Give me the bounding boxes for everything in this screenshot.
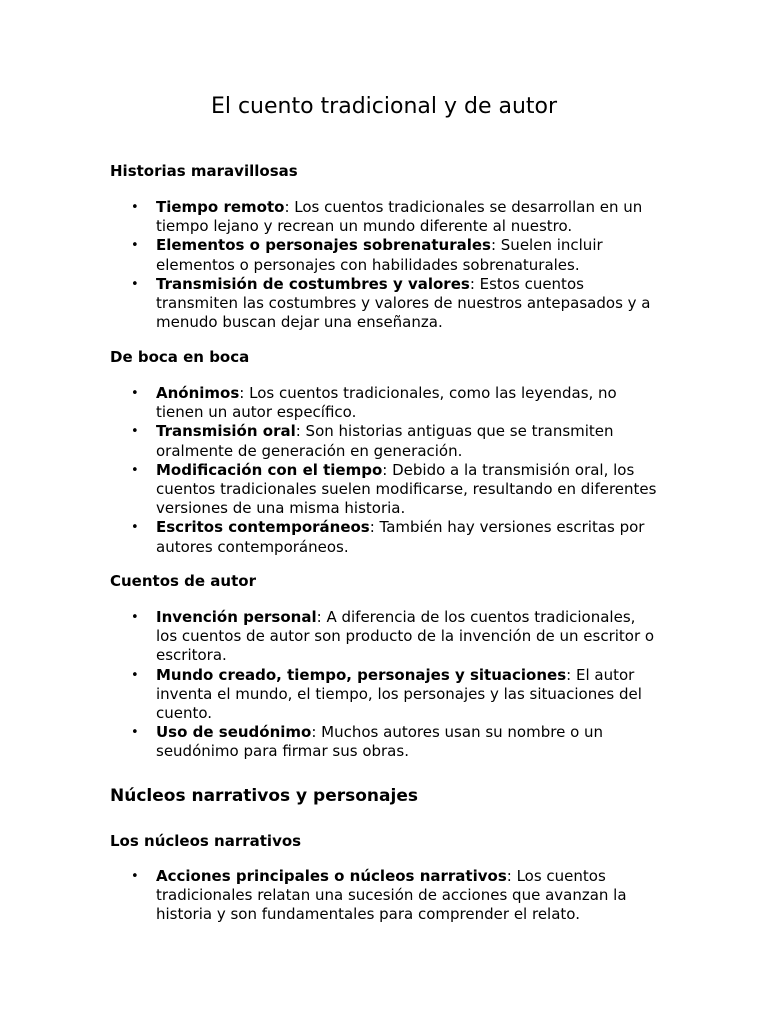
list-item-term: Acciones principales o núcleos narrativos xyxy=(156,867,507,885)
list-item-term: Modificación con el tiempo xyxy=(156,460,383,479)
list-item-term: Uso de seudónimo xyxy=(156,723,312,742)
major-heading-nucleos-narrativos: Núcleos narrativos y personajes xyxy=(110,786,418,806)
list-item-term: Transmisión de costumbres y valores xyxy=(156,274,470,293)
list-item xyxy=(110,666,658,724)
list-item-term: Anónimos xyxy=(156,384,240,402)
list-item xyxy=(110,461,658,519)
list-item-text: : Estos cuentos transmiten las costumbres y valores de nuestros antepasados y a menudo buscan dejar una enseñanza. xyxy=(156,274,651,332)
list-item-term: Escritos contemporáneos xyxy=(156,518,370,537)
section-heading-de-boca-en-boca: De boca en boca xyxy=(110,348,250,366)
list-item xyxy=(110,723,658,761)
bullet-list-los-nucleos-narrativos xyxy=(110,867,658,925)
list-item-text: : Los cuentos tradicionales se desarrollan en un tiempo lejano y recrean un mundo diferente al nuestro. xyxy=(156,198,643,236)
list-item xyxy=(110,518,658,556)
list-item-text: : Los cuentos tradicionales, como las leyendas, no tienen un autor específico. xyxy=(156,384,617,422)
list-item-text: : También hay versiones escritas por autores contemporáneos. xyxy=(156,518,645,556)
list-item-text: : Son historias antiguas que se transmiten oralmente de generación en generación. xyxy=(156,422,614,460)
list-item xyxy=(110,422,658,460)
list-item xyxy=(110,198,658,236)
list-item-text: : Muchos autores usan su nombre o un seudónimo para firmar sus obras. xyxy=(156,723,604,761)
bullet-list-cuentos-de-autor xyxy=(110,608,658,762)
list-item xyxy=(110,867,658,925)
list-item xyxy=(110,236,658,274)
list-item xyxy=(110,384,658,422)
list-item-text: : A diferencia de los cuentos tradicionales, los cuentos de autor son producto de la invención de un escritor o escritora. xyxy=(156,608,655,665)
bullet-list-historias-maravillosas xyxy=(110,198,658,332)
document-title: El cuento tradicional y de autor xyxy=(210,94,558,119)
section-heading-los-nucleos-narrativos: Los núcleos narrativos xyxy=(110,832,302,850)
section-heading-historias-maravillosas: Historias maravillosas xyxy=(110,162,298,180)
bullet-list-de-boca-en-boca xyxy=(110,384,658,557)
section-heading-cuentos-de-autor: Cuentos de autor xyxy=(110,572,256,590)
list-item-term: Invención personal xyxy=(156,608,317,626)
list-item xyxy=(110,608,658,666)
list-item-text: : El autor inventa el mundo, el tiempo, los personajes y las situaciones del cuento. xyxy=(156,665,642,723)
list-item-term: Transmisión oral xyxy=(156,422,296,441)
list-item-text: : Los cuentos tradicionales relatan una sucesión de acciones que avanzan la historia y son fundamentales para comprender el relato. xyxy=(156,867,627,924)
list-item-term: Tiempo remoto xyxy=(156,198,285,216)
list-item-text: : Debido a la transmisión oral, los cuentos tradicionales suelen modificarse, resultando en diferentes versiones de una misma historia. xyxy=(156,460,657,518)
list-item-text: : Suelen incluir elementos o personajes con habilidades sobrenaturales. xyxy=(156,236,603,274)
list-item-term: Mundo creado, tiempo, personajes y situaciones xyxy=(156,665,567,684)
list-item-term: Elementos o personajes sobrenaturales xyxy=(156,236,491,255)
list-item xyxy=(110,275,658,333)
